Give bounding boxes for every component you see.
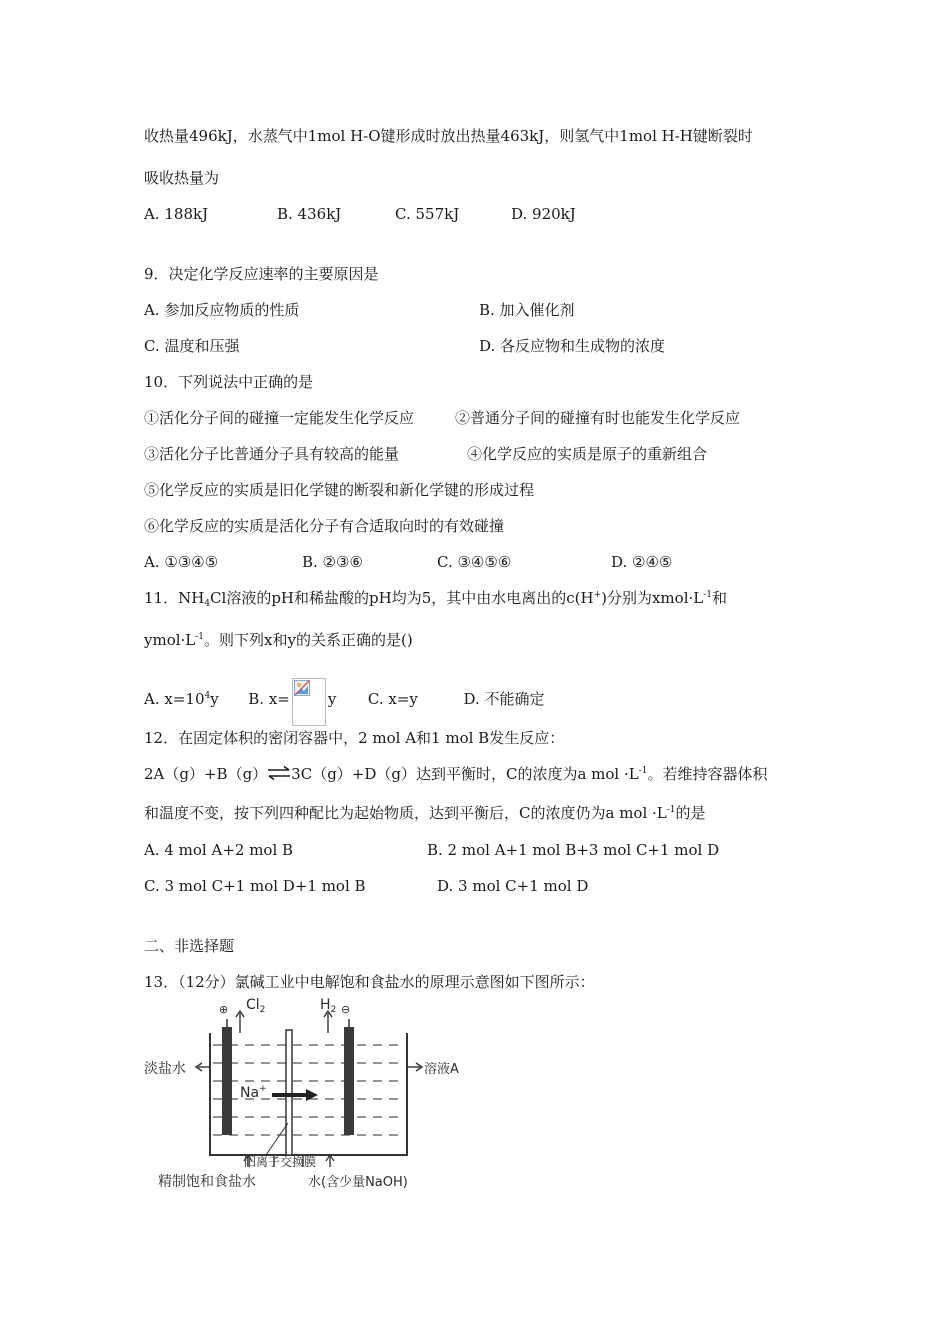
q10-statement-4: ④化学反应的实质是原子的重新组合	[467, 445, 708, 463]
q11-line2-sup: -1	[195, 632, 205, 642]
q11-sub4: 4	[204, 599, 211, 609]
q12-line3	[144, 803, 706, 823]
label-feed-brine: 精制饱和食盐水	[158, 1174, 256, 1190]
q12-eq-sup: -1	[638, 766, 648, 776]
q12-option-a: A. 4 mol A+2 mol B	[144, 841, 294, 859]
anode-terminal-icon: ⊕	[219, 1003, 229, 1016]
q10-statement-2: ②普通分子间的碰撞有时也能发生化学反应	[455, 409, 741, 427]
q10-stem: 10．下列说法中正确的是	[144, 373, 314, 391]
q8-stem-line2: 吸收热量为	[144, 169, 220, 187]
q8-option-d: D. 920kJ	[511, 205, 576, 223]
q10-option-b: B. ②③⑥	[302, 553, 363, 571]
q11-option-b: B. x=	[248, 690, 290, 708]
q9-option-d: D. 各反应物和生成物的浓度	[479, 337, 666, 355]
label-na-text: Na	[240, 1085, 260, 1101]
q8-option-b: B. 436kJ	[277, 205, 342, 223]
label-na-ion	[240, 1085, 267, 1101]
q11-sup-neg1: -1	[703, 590, 712, 600]
q11-nh: NH	[178, 589, 205, 607]
q11-text-c: 和	[712, 589, 728, 607]
q11-line2-b: 。则下列x和y的关系正确的是()	[204, 631, 413, 649]
q12-line3-sup: -1	[666, 805, 676, 815]
q12-equation-line	[144, 764, 768, 784]
label-solution-a: 溶液A	[424, 1062, 459, 1077]
label-dilute-brine: 淡盐水	[144, 1061, 186, 1077]
q12-line3-b: 的是	[675, 804, 706, 822]
q9-stem: 9．决定化学反应速率的主要原因是	[144, 265, 379, 283]
q11-text-a: Cl溶液的pH和稀盐酸的pH均为5，其中由水电离出的c(H	[210, 589, 594, 607]
label-cl2	[246, 997, 265, 1013]
q11-option-b-y: y	[327, 690, 337, 708]
label-h2-text: H	[320, 997, 331, 1013]
q13-stem: 13．（12分）氯碱工业中电解饱和食盐水的原理示意图如下图所示：	[144, 973, 595, 991]
q8-stem-line1: 收热量496kJ，水蒸气中1mol H-O键形成时放出热量463kJ，则氢气中1mol H-H键断裂时	[144, 127, 753, 145]
q11-option-a: A. x=10	[144, 690, 205, 708]
q11-stem-line2	[144, 630, 413, 650]
q11-line2-a: ymol·L	[144, 631, 196, 649]
q11-sup-plus: +	[593, 590, 602, 600]
q10-statement-1: ①活化分子间的碰撞一定能发生化学反应	[144, 409, 415, 427]
section-heading: 二、非选择题	[144, 937, 235, 955]
equilibrium-arrow-icon	[267, 766, 291, 780]
cathode-terminal-icon: ⊖	[341, 1003, 351, 1016]
q12-eq-left: 2A（g）+B（g）	[144, 765, 268, 783]
q10-option-a: A. ①③④⑤	[144, 553, 219, 571]
q12-eq-right: 3C（g）+D（g）达到平衡时，C的浓度为a mol ·L	[291, 765, 639, 783]
q8-option-a: A. 188kJ	[144, 205, 209, 223]
q12-stem: 12．在固定体积的密闭容器中，2 mol A和1 mol B发生反应：	[144, 729, 565, 747]
q10-statement-6: ⑥化学反应的实质是活化分子有合适取向时的有效碰撞	[144, 517, 505, 535]
q11-option-a-exp: 4	[204, 691, 211, 701]
electrolysis-diagram	[140, 997, 459, 1205]
q12-option-c: C. 3 mol C+1 mol D+1 mol B	[144, 877, 366, 895]
label-cl2-sub: 2	[259, 1005, 266, 1015]
q9-option-a: A. 参加反应物质的性质	[144, 301, 300, 319]
q12-option-b: B. 2 mol A+1 mol B+3 mol C+1 mol D	[427, 841, 720, 859]
broken-image-icon	[292, 678, 326, 726]
q8-option-c: C. 557kJ	[395, 205, 460, 223]
q11-option-c: C. x=y	[367, 690, 418, 708]
label-cl2-text: Cl	[246, 997, 260, 1013]
q11-option-a-y: y	[210, 690, 219, 708]
q11-stem-line1	[144, 588, 727, 608]
label-membrane: 阳离子交换膜	[244, 1155, 317, 1169]
label-na-sup: +	[259, 1084, 267, 1094]
q11-option-d: D. 不能确定	[463, 690, 545, 708]
q12-option-d: D. 3 mol C+1 mol D	[437, 877, 589, 895]
q9-option-c: C. 温度和压强	[144, 337, 240, 355]
label-h2-sub: 2	[330, 1005, 337, 1015]
q9-option-b: B. 加入催化剂	[479, 301, 575, 319]
q12-eq-end: 。若维持容器体积	[647, 765, 768, 783]
q11-text-b: )分别为xmol·L	[601, 589, 704, 607]
q10-statement-5: ⑤化学反应的实质是旧化学键的断裂和新化学键的形成过程	[144, 481, 535, 499]
q11-number: 11．	[144, 589, 179, 607]
q11-options	[144, 678, 544, 726]
q10-option-c: C. ③④⑤⑥	[437, 553, 512, 571]
q10-statement-3: ③活化分子比普通分子具有较高的能量	[144, 445, 400, 463]
label-feed-water: 水(含少量NaOH)	[308, 1175, 408, 1190]
q12-line3-a: 和温度不变，按下列四种配比为起始物质，达到平衡后，C的浓度仍为a mol ·L	[144, 804, 667, 822]
label-h2	[320, 997, 336, 1013]
q10-option-d: D. ②④⑤	[611, 553, 673, 571]
